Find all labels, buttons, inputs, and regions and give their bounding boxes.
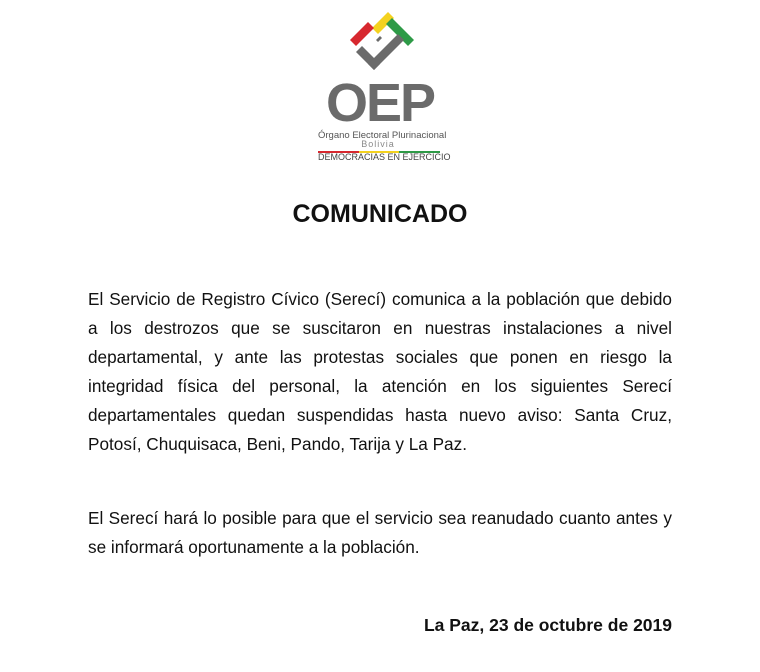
paragraph-resumption-notice: El Serecí hará lo posible para que el servicio sea reanudado cuanto antes y se informará oportunamente a la población. [88,508,672,557]
logo-organization-name: Órgano Electoral Plurinacional [318,130,447,141]
logo-letters: OEP [325,73,435,133]
page-title: COMUNICADO [292,200,468,228]
oep-logo [300,6,460,162]
place-and-date: La Paz, 23 de octubre de 2019 [423,615,672,635]
logo-country: Bolivia [361,139,395,149]
oep-emblem-icon [336,6,422,82]
paragraph-suspension-notice: El Servicio de Registro Cívico (Serecí) comunica a la población que debido a los destrozos que se suscitaron en nuestras instalaciones a nivel departamental, y ante las protestas sociales que ponen en riesgo la integridad física del personal, la atención en los siguientes Serecí departamentales quedan suspendidas hasta nuevo aviso: Santa Cruz, Potosí, Chuquisaca, Beni, Pando, Tarija y La Paz. [88,289,672,454]
logo-slogan: DEMOCRACIAS EN EJERCICIO [318,152,451,162]
